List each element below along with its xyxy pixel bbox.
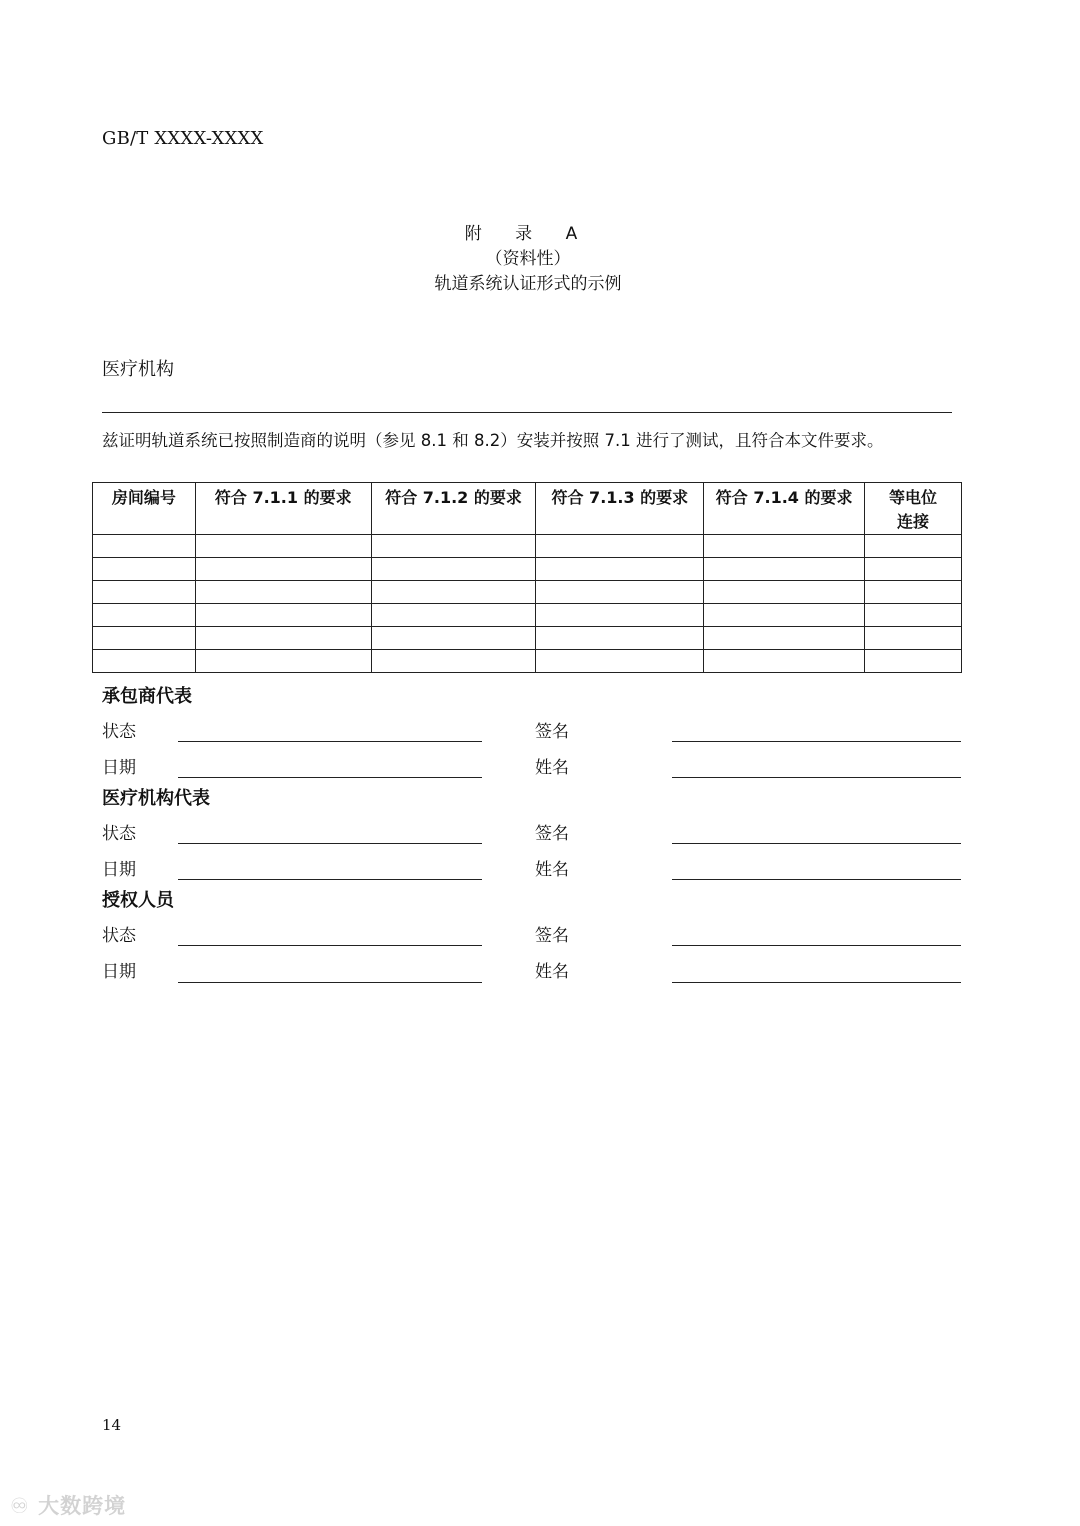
- table-cell[interactable]: [536, 650, 704, 673]
- org-name-line[interactable]: [102, 412, 952, 413]
- table-cell[interactable]: [536, 627, 704, 650]
- col-header-7-1-2: 符合 7.1.2 的要求: [371, 483, 536, 535]
- table-cell[interactable]: [865, 627, 962, 650]
- annex-title-block: [0, 222, 1056, 297]
- col-header-room: 房间编号: [93, 483, 196, 535]
- authorized-sign-line[interactable]: [672, 945, 961, 946]
- watermark-text: 大数跨境: [38, 1494, 127, 1518]
- authorized-name-label: 姓名: [535, 962, 569, 982]
- certification-table: [92, 482, 962, 673]
- table-cell[interactable]: [195, 627, 371, 650]
- contractor-name-line[interactable]: [672, 777, 961, 778]
- table-cell[interactable]: [704, 535, 865, 558]
- table-cell[interactable]: [704, 627, 865, 650]
- facility-rep-title: 医疗机构代表: [102, 788, 210, 809]
- table-cell[interactable]: [536, 558, 704, 581]
- annex-name: 轨道系统认证形式的示例: [434, 274, 622, 294]
- table-cell[interactable]: [704, 558, 865, 581]
- table-cell[interactable]: [371, 604, 536, 627]
- table-cell[interactable]: [371, 627, 536, 650]
- facility-name-label: 姓名: [535, 860, 569, 880]
- authorized-status-label: 状态: [102, 926, 136, 946]
- table-cell[interactable]: [371, 581, 536, 604]
- table-cell[interactable]: [704, 604, 865, 627]
- table-cell[interactable]: [865, 558, 962, 581]
- table-cell[interactable]: [93, 581, 196, 604]
- certification-statement: 兹证明轨道系统已按照制造商的说明（参见 8.1 和 8.2）安装并按照 7.1 进行了测试，且符合本文件要求。: [102, 431, 884, 450]
- authorized-status-line[interactable]: [178, 945, 482, 946]
- table-cell[interactable]: [93, 558, 196, 581]
- table-row: [93, 558, 962, 581]
- standard-code: GB/T XXXX-XXXX: [102, 128, 264, 149]
- col-header-equipotential: 等电位连接: [865, 483, 962, 535]
- table-cell[interactable]: [93, 650, 196, 673]
- table-header-row: [93, 483, 962, 535]
- table-cell[interactable]: [371, 650, 536, 673]
- authorized-name-line[interactable]: [672, 982, 961, 983]
- contractor-sign-line[interactable]: [672, 741, 961, 742]
- org-label: 医疗机构: [102, 359, 174, 380]
- facility-date-line[interactable]: [178, 879, 482, 880]
- table-cell[interactable]: [195, 581, 371, 604]
- watermark: [10, 1490, 126, 1520]
- contractor-rep-title: 承包商代表: [102, 686, 192, 707]
- facility-sign-line[interactable]: [672, 843, 961, 844]
- facility-status-line[interactable]: [178, 843, 482, 844]
- contractor-date-line[interactable]: [178, 777, 482, 778]
- table-cell[interactable]: [371, 558, 536, 581]
- contractor-status-label: 状态: [102, 722, 136, 742]
- col-header-7-1-3: 符合 7.1.3 的要求: [536, 483, 704, 535]
- authorized-date-line[interactable]: [178, 982, 482, 983]
- facility-name-line[interactable]: [672, 879, 961, 880]
- table-row: [93, 581, 962, 604]
- table-cell[interactable]: [195, 535, 371, 558]
- table-cell[interactable]: [704, 581, 865, 604]
- table-cell[interactable]: [865, 581, 962, 604]
- col-header-7-1-4: 符合 7.1.4 的要求: [704, 483, 865, 535]
- table-cell[interactable]: [371, 535, 536, 558]
- contractor-date-label: 日期: [102, 758, 136, 778]
- table-cell[interactable]: [536, 581, 704, 604]
- table-row: [93, 650, 962, 673]
- authorized-sign-label: 签名: [535, 926, 569, 946]
- table-cell[interactable]: [195, 604, 371, 627]
- facility-status-label: 状态: [102, 824, 136, 844]
- table-cell[interactable]: [195, 558, 371, 581]
- contractor-name-label: 姓名: [535, 758, 569, 778]
- table-row: [93, 604, 962, 627]
- authorized-date-label: 日期: [102, 962, 136, 982]
- page-number: 14: [102, 1416, 122, 1434]
- table-cell[interactable]: [704, 650, 865, 673]
- table-cell[interactable]: [865, 650, 962, 673]
- annex-label: 附 录 A: [464, 224, 592, 244]
- authorized-person-title: 授权人员: [102, 890, 174, 911]
- facility-date-label: 日期: [102, 860, 136, 880]
- contractor-sign-label: 签名: [535, 722, 569, 742]
- table-row: [93, 535, 962, 558]
- table-cell[interactable]: [865, 535, 962, 558]
- table-cell[interactable]: [865, 604, 962, 627]
- table-cell[interactable]: [93, 627, 196, 650]
- table-cell[interactable]: [195, 650, 371, 673]
- annex-nature: （资料性）: [485, 249, 571, 269]
- table-cell[interactable]: [536, 604, 704, 627]
- table-cell[interactable]: [93, 604, 196, 627]
- contractor-status-line[interactable]: [178, 741, 482, 742]
- facility-sign-label: 签名: [535, 824, 569, 844]
- col-header-7-1-1: 符合 7.1.1 的要求: [195, 483, 371, 535]
- table-cell[interactable]: [93, 535, 196, 558]
- table-cell[interactable]: [536, 535, 704, 558]
- table-row: [93, 627, 962, 650]
- watermark-logo-icon: ♾: [10, 1494, 39, 1518]
